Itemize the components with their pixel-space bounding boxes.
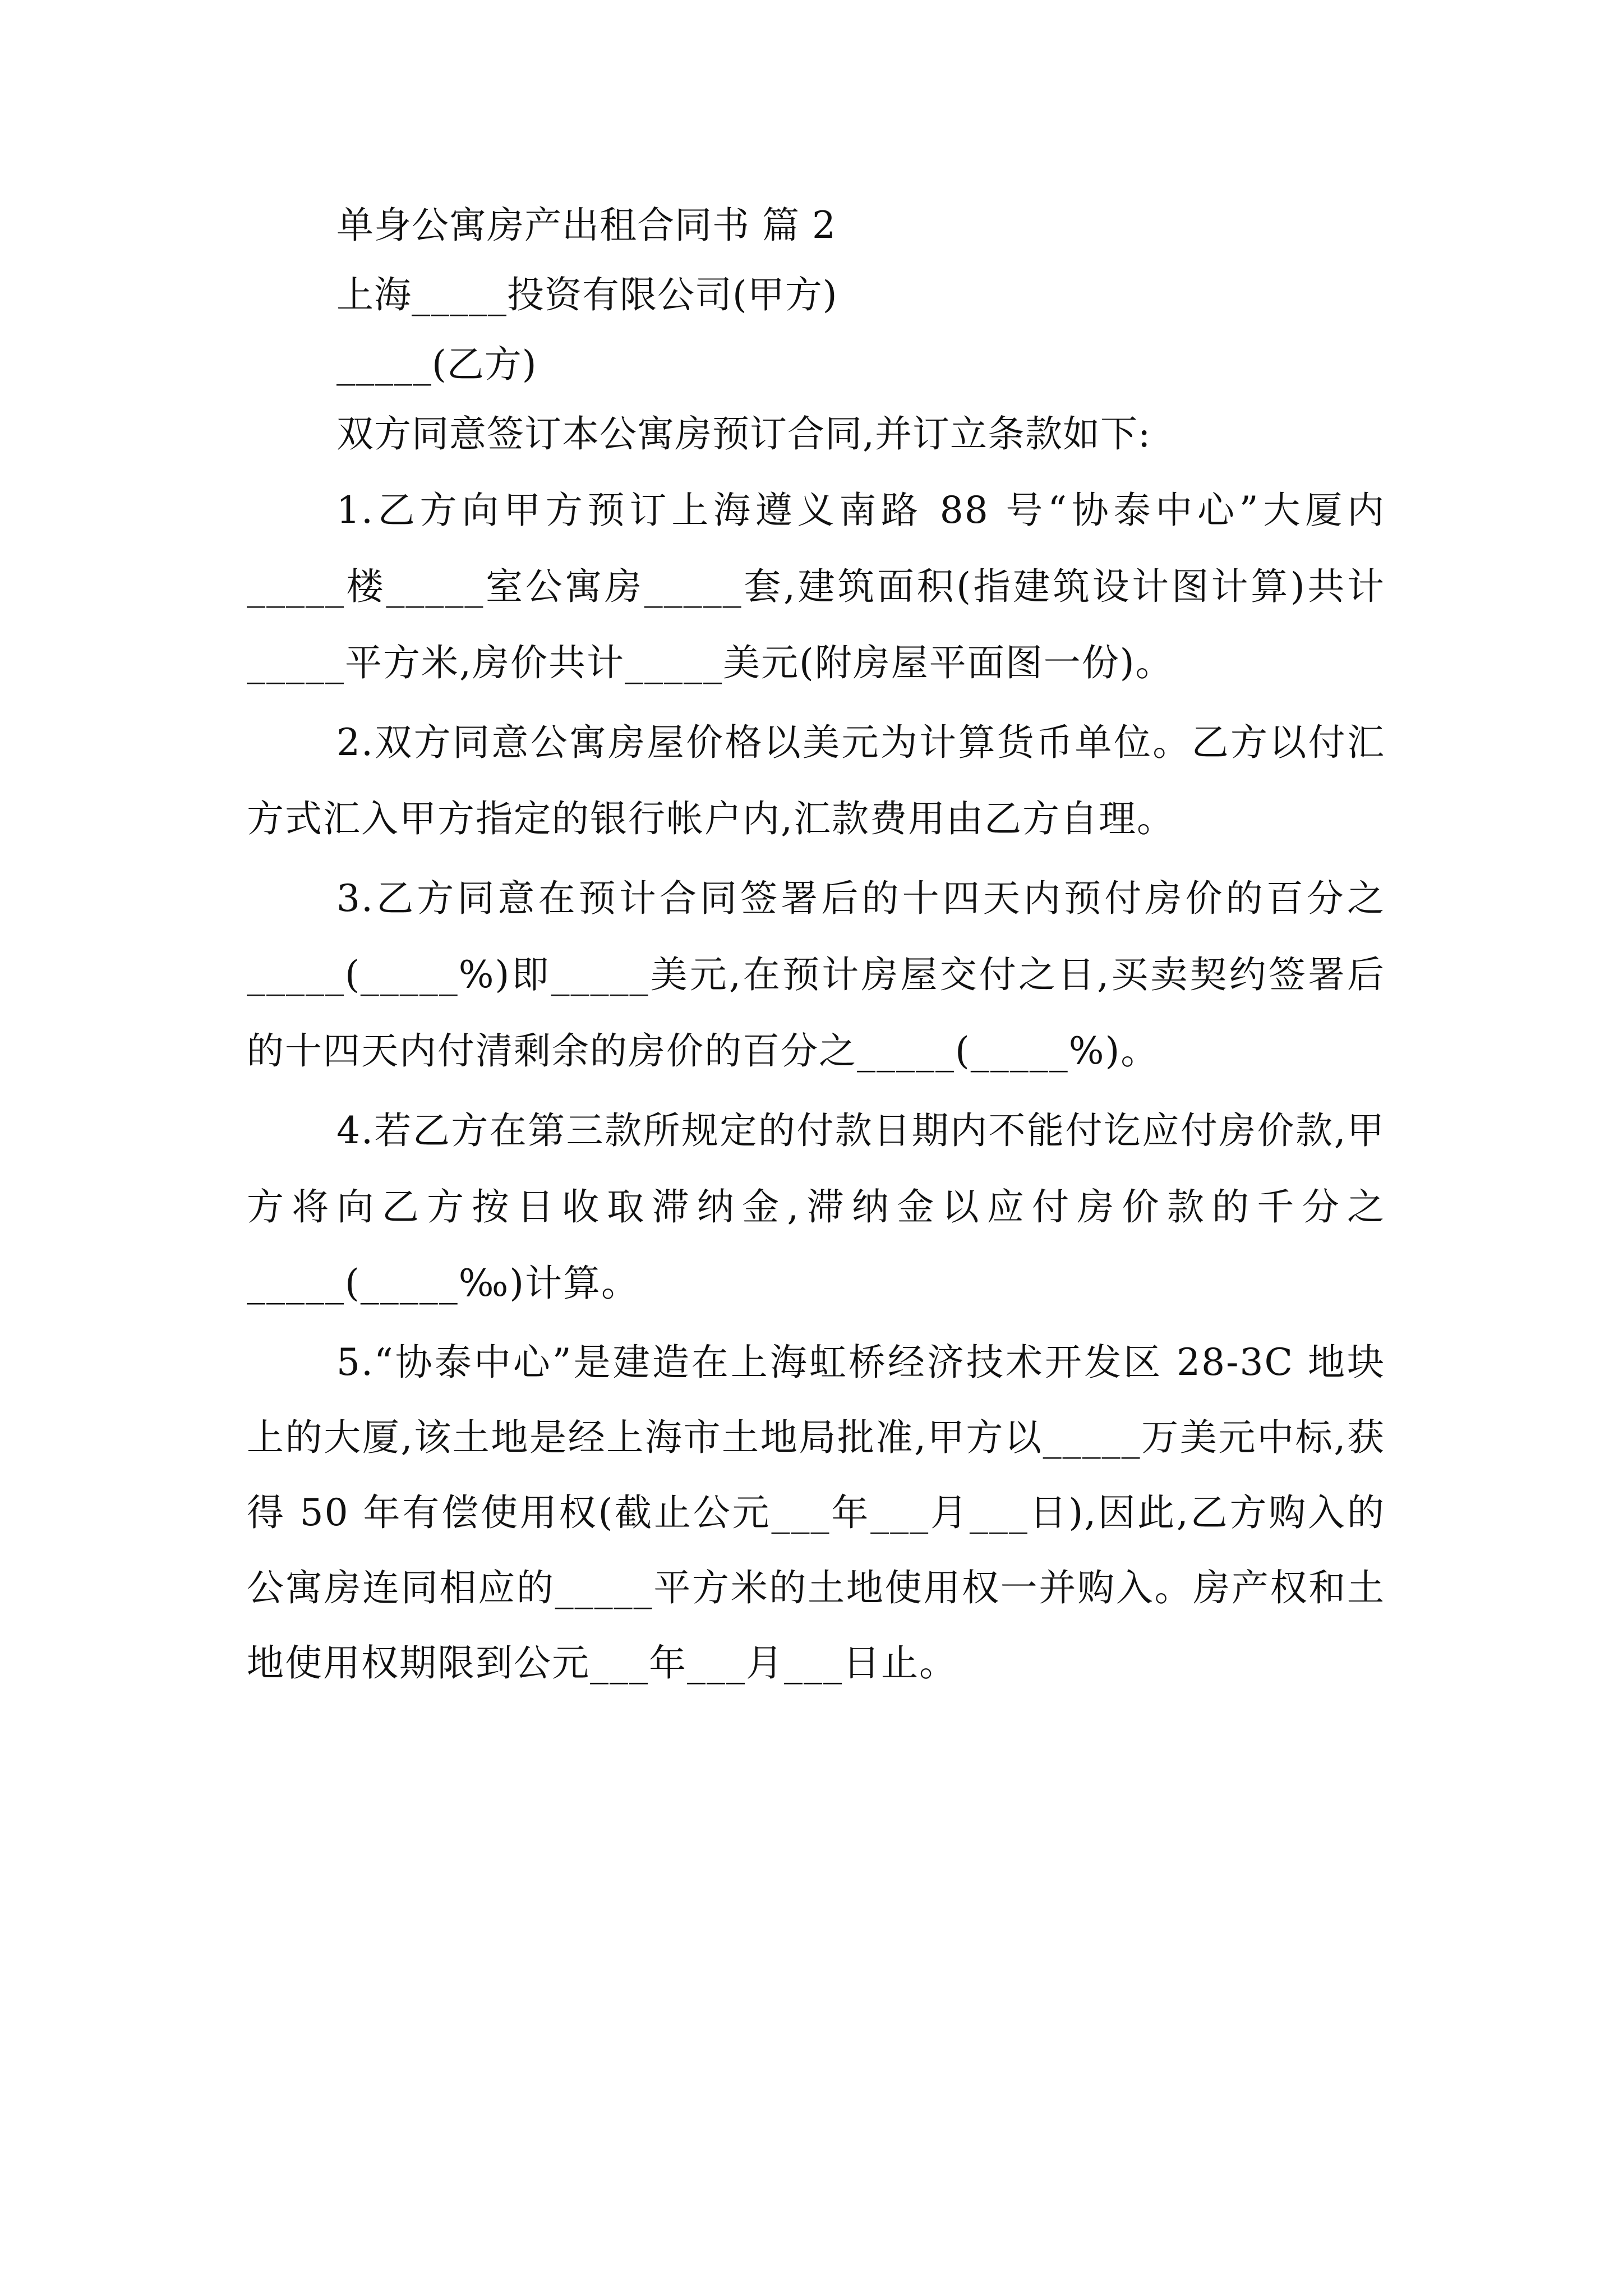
intro-line: 双方同意签订本公寓房预订合同,并订立条款如下: (336, 412, 1151, 455)
clause-3: 3.乙方同意在预计合同签署后的十四天内预付房价的百分之_____(_____%)即_____美元,在预计房屋交付之日,买卖契约签署后的十四天内付清剩余的房价的百分之_____(_____%)。 (247, 877, 1385, 1073)
document-body (247, 191, 1385, 1701)
clause-5: 5.“协泰中心”是建造在上海虹桥经济技术开发区 28-3C 地块上的大厦,该土地是经上海市土地局批准,甲方以_____万美元中标,获得 50 年有偿使用权(截止公元___年___月___日),因此,乙方购入的公寓房连同相应的_____平方米的土地使用权一并购入。房产权和土地使用权期限到公元___年___月___日止。 (247, 1341, 1385, 1685)
clause-1: 1.乙方向甲方预订上海遵义南路 88 号“协泰中心”大厦内_____楼_____室公寓房_____套,建筑面积(指建筑设计图计算)共计_____平方米,房价共计_____美元(附房屋平面图一份)。 (247, 489, 1385, 684)
clause-4: 4.若乙方在第三款所规定的付款日期内不能付讫应付房价款,甲方将向乙方按日收取滞纳金,滞纳金以应付房价款的千分之_____(_____‰)计算。 (247, 1109, 1385, 1305)
document-title: 单身公寓房产出租合同书 篇 2 (336, 204, 836, 247)
clause-2: 2.双方同意公寓房屋价格以美元为计算货币单位。乙方以付汇方式汇入甲方指定的银行帐户内,汇款费用由乙方自理。 (247, 721, 1385, 840)
party-a-line: 上海_____投资有限公司(甲方) (336, 273, 838, 316)
party-b-line: _____(乙方) (336, 343, 537, 386)
